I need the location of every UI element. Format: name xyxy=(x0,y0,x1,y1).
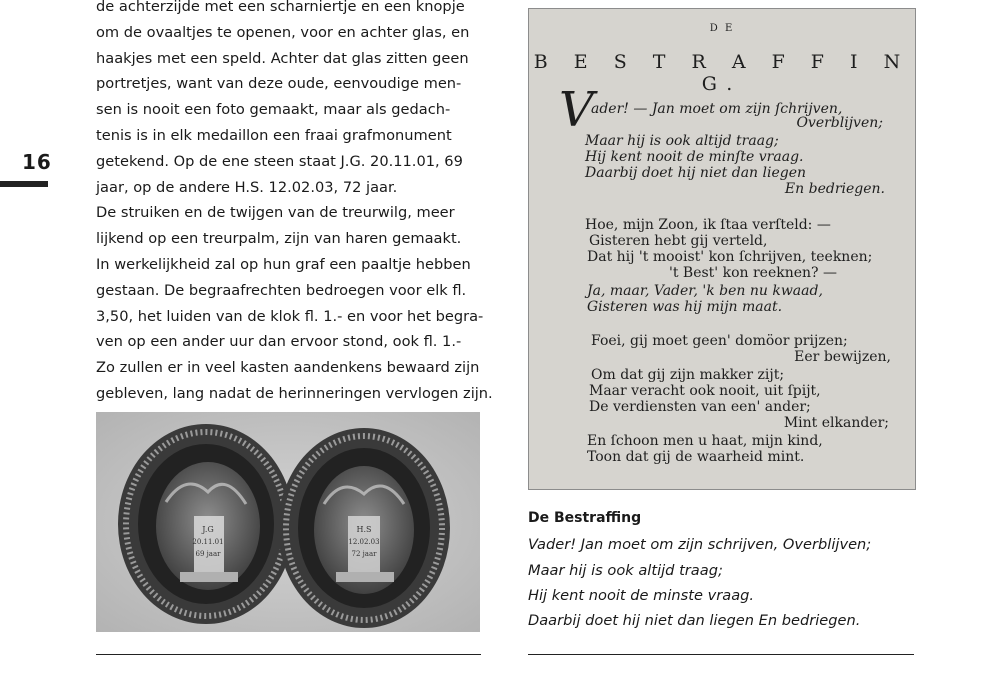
body-line: lijkend op een treurpalm, zijn van haren gemaakt. xyxy=(96,230,462,248)
body-line: gebleven, lang nadat de herinneringen vervlogen zijn. xyxy=(96,384,493,402)
scan-line: En ſchoon men u haat, mijn kind, xyxy=(587,433,823,449)
left-medallion-line: 20.11.01 xyxy=(192,538,224,546)
body-line: tenis is in elk medaillon een fraai grafmonument xyxy=(96,126,452,144)
body-line: ven op een ander uur dan ervoor stond, ook fl. 1.- xyxy=(96,333,462,351)
scan-line: Gisteren hebt gij verteld, xyxy=(589,233,768,249)
left-medallion-line: J.G xyxy=(202,525,214,534)
scan-line: Foei, gij moet geen' domöor prijzen; xyxy=(591,333,848,349)
scan-line: Hoe, mijn Zoon, ik ſtaa verſteld: — xyxy=(585,217,831,233)
scan-line: 't Best' kon reeknen? — xyxy=(669,265,838,281)
page-number: 16 xyxy=(22,150,52,174)
scan-line: Toon dat gij de waarheid mint. xyxy=(587,449,805,465)
right-medallion-line: H.S xyxy=(356,525,372,534)
body-line: de achterzijde met een scharniertje en een knopje xyxy=(96,0,465,15)
poem-scan xyxy=(528,8,916,490)
body-line: haakjes met een speld. Achter dat glas zitten geen xyxy=(96,49,469,67)
medallion-illustration xyxy=(96,412,480,632)
caption-line: Maar hij is ook altijd traag; xyxy=(528,562,723,579)
scan-line: Hij kent nooit de minſte vraag. xyxy=(585,149,804,165)
caption-line: Hij kent nooit de minste vraag. xyxy=(528,587,755,604)
right-medallion-line: 12.02.03 xyxy=(348,538,380,546)
bottom-rule-right xyxy=(528,654,914,655)
scan-title: B E S T R A F F I N G. xyxy=(533,51,911,95)
scan-line: Maar hij is ook altijd traag; xyxy=(585,133,779,149)
body-line: In werkelijkheid zal op hun graf een paaltje hebben xyxy=(96,255,471,273)
body-line: sen is nooit een foto gemaakt, maar als gedach- xyxy=(96,101,451,119)
scan-line: Maar veracht ook nooit, uit ſpijt, xyxy=(589,383,821,399)
medallion-photo xyxy=(96,412,480,632)
bottom-rule-left xyxy=(96,654,481,655)
body-line: gestaan. De begraafrechten bedroegen voor elk fl. xyxy=(96,281,467,299)
body-line: 3,50, het luiden van de klok fl. 1.- en voor het begra- xyxy=(96,307,484,325)
body-line: Zo zullen er in veel kasten aandenkens bewaard zijn xyxy=(96,359,480,377)
scan-line: Dat hij 't mooist' kon ſchrijven, teeknen; xyxy=(587,249,873,265)
body-line: portretjes, want van deze oude, eenvoudige men- xyxy=(96,75,462,93)
scan-line: Eer bewijzen, xyxy=(794,349,891,365)
scan-line: En bedriegen. xyxy=(784,181,885,197)
left-medallion xyxy=(118,424,294,624)
scan-line: ader! — Jan moet om zijn ſchrijven, xyxy=(591,101,843,117)
scan-line: Daarbij doet hij niet dan liegen xyxy=(585,165,807,181)
caption-line: Vader! Jan moet om zijn schrijven, Overblijven; xyxy=(528,536,872,553)
scan-line: Mint elkander; xyxy=(783,415,889,431)
caption-title: De Bestraffing xyxy=(528,510,642,526)
scan-line: Overblijven; xyxy=(796,115,883,131)
body-line: om de ovaaltjes te openen, voor en achter glas, en xyxy=(96,23,470,41)
scan-header: D E xyxy=(709,23,735,34)
scan-line: Gisteren was hij mijn maat. xyxy=(587,299,783,315)
scan-line: Om dat gij zijn makker zijt; xyxy=(591,367,785,383)
scan-line: Ja, maar, Vader, 'k ben nu kwaad, xyxy=(587,283,823,299)
body-text xyxy=(96,0,493,407)
caption-line: Daarbij doet hij niet dan liegen En bedriegen. xyxy=(528,612,861,629)
body-line: getekend. Op de ene steen staat J.G. 20.11.01, 69 xyxy=(96,152,463,170)
left-medallion-line: 69 jaar xyxy=(195,550,221,558)
body-line: jaar, op de andere H.S. 12.02.03, 72 jaar. xyxy=(96,178,398,196)
scan-dropcap: V xyxy=(559,82,594,138)
right-medallion-line: 72 jaar xyxy=(351,550,377,558)
body-line: De struiken en de twijgen van de treurwilg, meer xyxy=(96,204,455,222)
page-marker-bar xyxy=(0,181,48,187)
scan-line: De verdiensten van een' ander; xyxy=(589,399,811,415)
